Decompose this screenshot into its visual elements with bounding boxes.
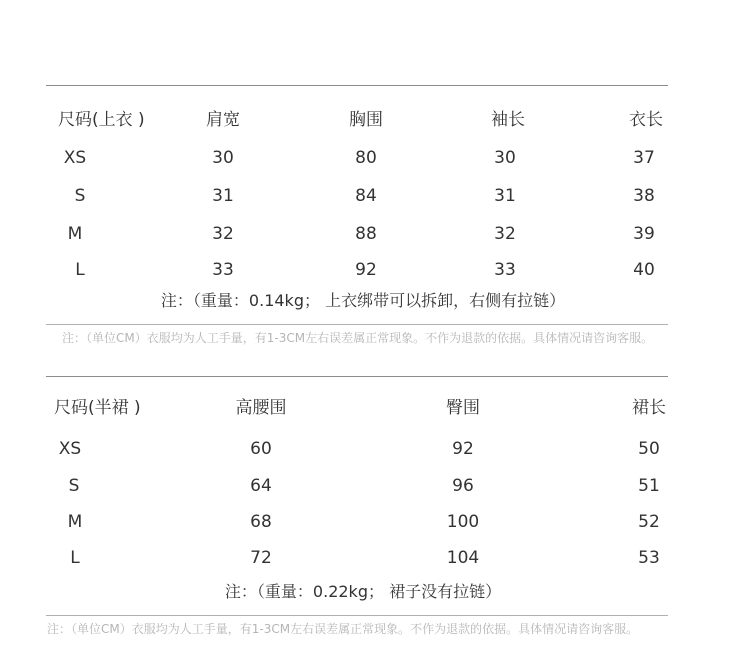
top-shoulder-cell: 30 [212, 148, 234, 168]
top-size-cell: L [75, 260, 85, 280]
bottom-header-hip: 臀围 [446, 398, 480, 418]
top-size-cell: M [67, 224, 83, 244]
bottom-header-size: 尺码(半裙 ) [54, 398, 141, 418]
bottom-hip-cell: 96 [452, 476, 474, 496]
top-header-length: 衣长 [629, 110, 663, 130]
bottom-length-cell: 53 [638, 548, 660, 568]
bottom-waist-cell: 64 [250, 476, 272, 496]
top-length-cell: 37 [633, 148, 655, 168]
bottom-hip-cell: 92 [452, 439, 474, 459]
bottom-size-cell: L [70, 548, 80, 568]
top-table-rule [46, 85, 668, 86]
top-sleeve-cell: 32 [494, 224, 516, 244]
bottom-size-cell: XS [58, 439, 82, 459]
top-length-cell: 40 [633, 260, 655, 280]
bottom-length-cell: 50 [638, 439, 660, 459]
top-length-cell: 38 [633, 186, 655, 206]
top-header-chest: 胸围 [349, 110, 383, 130]
top-shoulder-cell: 32 [212, 224, 234, 244]
bottom-waist-cell: 60 [250, 439, 272, 459]
bottom-waist-cell: 68 [250, 512, 272, 532]
top-sleeve-cell: 30 [494, 148, 516, 168]
top-length-cell: 39 [633, 224, 655, 244]
bottom-length-cell: 51 [638, 476, 660, 496]
top-note-rule [46, 324, 668, 325]
bottom-length-cell: 52 [638, 512, 660, 532]
bottom-note-rule [46, 615, 668, 616]
top-shoulder-cell: 33 [212, 260, 234, 280]
top-header-sleeve: 袖长 [491, 110, 525, 130]
bottom-size-cell: S [68, 476, 80, 496]
bottom-table-rule [46, 376, 668, 377]
top-chest-cell: 84 [355, 186, 377, 206]
bottom-waist-cell: 72 [250, 548, 272, 568]
top-size-cell: XS [63, 148, 87, 168]
bottom-header-waist: 高腰围 [235, 398, 287, 418]
top-sleeve-cell: 33 [494, 260, 516, 280]
bottom-size-cell: M [67, 512, 83, 532]
bottom-header-length: 裙长 [632, 398, 666, 418]
top-sleeve-cell: 31 [494, 186, 516, 206]
bottom-disclaimer: 注：（单位CM）衣服均为人工手量，有1-3CM左右误差属正常现象。不作为退款的依据。具体情况请咨询客服。 [47, 622, 639, 636]
top-size-cell: S [74, 186, 86, 206]
top-chest-cell: 80 [355, 148, 377, 168]
bottom-hip-cell: 100 [446, 512, 480, 532]
top-header-size: 尺码(上衣 ) [58, 110, 145, 130]
top-chest-cell: 88 [355, 224, 377, 244]
top-disclaimer: 注：（单位CM）衣服均为人工手量，有1-3CM左右误差属正常现象。不作为退款的依据。具体情况请咨询客服。 [62, 331, 654, 345]
bottom-hip-cell: 104 [446, 548, 480, 568]
top-chest-cell: 92 [355, 260, 377, 280]
top-shoulder-cell: 31 [212, 186, 234, 206]
top-weight-note: 注：（重量：0.14kg； 上衣绑带可以拆卸，右侧有拉链） [160, 291, 566, 310]
top-header-shoulder: 肩宽 [206, 110, 240, 130]
bottom-weight-note: 注：（重量：0.22kg； 裙子没有拉链） [224, 582, 502, 601]
